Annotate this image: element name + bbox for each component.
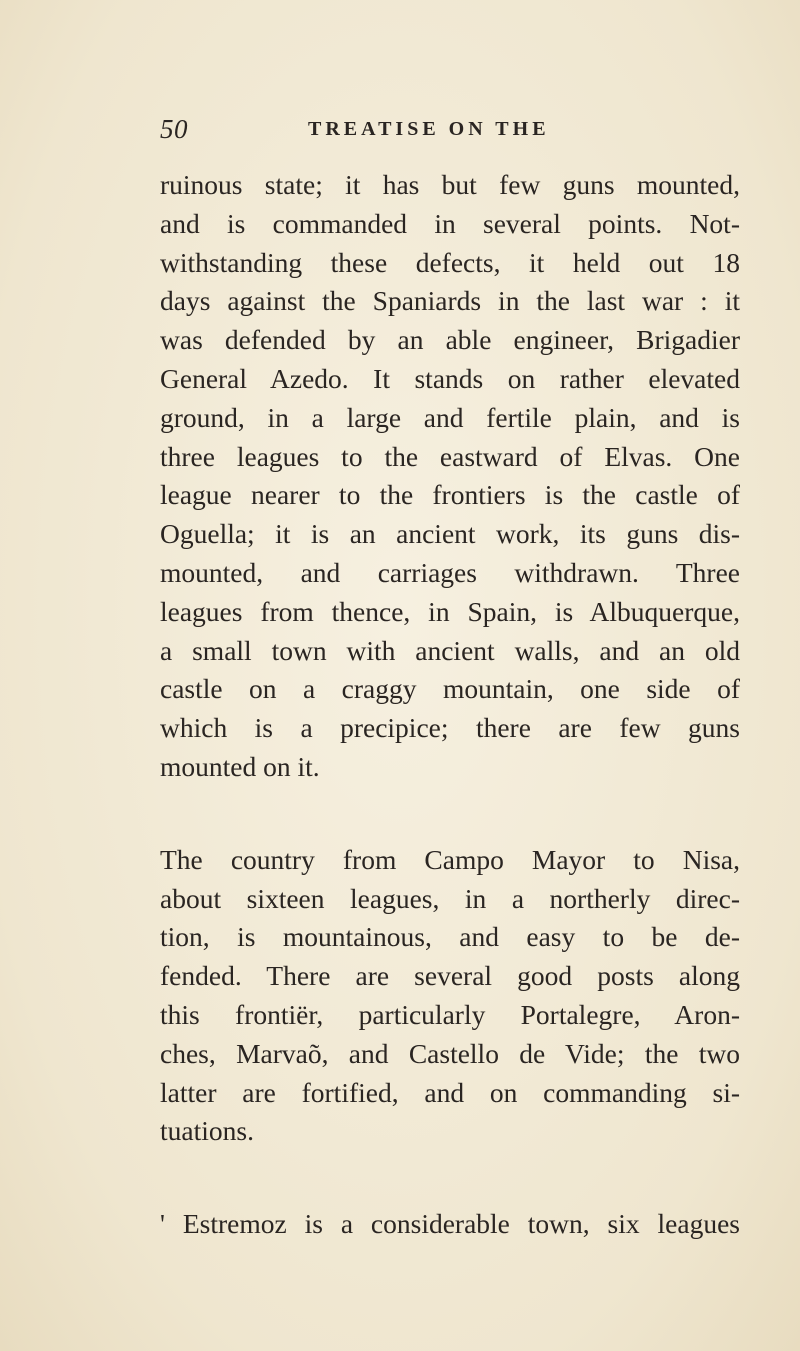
text-line: was defended by an able engineer, Brigadier — [160, 324, 740, 356]
body-text — [160, 166, 740, 1244]
text-line: The country from Campo Mayor to Nisa, — [160, 843, 740, 875]
text-line: tion, is mountainous, and easy to be de- — [160, 921, 740, 953]
text-line: ' Estremoz is a considerable town, six leagues — [160, 1208, 740, 1240]
text-line: days against the Spaniards in the last war : it — [160, 285, 740, 317]
text-line: mounted, and carriages withdrawn. Three — [160, 556, 740, 588]
text-line: about sixteen leagues, in a northerly direc- — [160, 882, 740, 914]
text-line: ground, in a large and fertile plain, and is — [160, 401, 740, 433]
text-line: league nearer to the frontiers is the castle of — [160, 479, 740, 511]
text-line: latter are fortified, and on commanding si- — [160, 1076, 740, 1108]
text-line: withstanding these defects, it held out 18 — [160, 246, 740, 278]
paragraph-3 — [160, 1205, 740, 1244]
text-line: this frontiër, particularly Portalegre, Aron- — [160, 998, 740, 1030]
text-line: castle on a craggy mountain, one side of — [160, 673, 740, 705]
running-head-title: TREATISE ON THE — [308, 118, 550, 140]
text-line: Oguella; it is an ancient work, its guns dis- — [160, 518, 740, 550]
page-number: 50 — [160, 114, 188, 144]
text-line: ches, Marvaõ, and Castello de Vide; the two — [160, 1037, 740, 1069]
text-line: tuations. — [160, 1115, 254, 1147]
text-line: leagues from thence, in Spain, is Albuquerque, — [160, 595, 740, 627]
text-line: ruinous state; it has but few guns mounted, — [160, 169, 740, 200]
text-line: and is commanded in several points. Not- — [160, 207, 740, 239]
text-line: mounted on it. — [160, 750, 320, 782]
text-line: a small town with ancient walls, and an old — [160, 634, 740, 666]
paragraph-gap — [160, 1151, 740, 1205]
paragraph-2 — [160, 841, 740, 1151]
paragraph-gap — [160, 787, 740, 841]
text-line: which is a precipice; there are few guns — [160, 712, 740, 744]
text-line: fended. There are several good posts along — [160, 960, 740, 992]
text-line: three leagues to the eastward of Elvas. One — [160, 440, 740, 472]
running-head — [160, 114, 760, 148]
paragraph-1 — [160, 166, 740, 787]
text-line: General Azedo. It stands on rather elevated — [160, 362, 740, 394]
